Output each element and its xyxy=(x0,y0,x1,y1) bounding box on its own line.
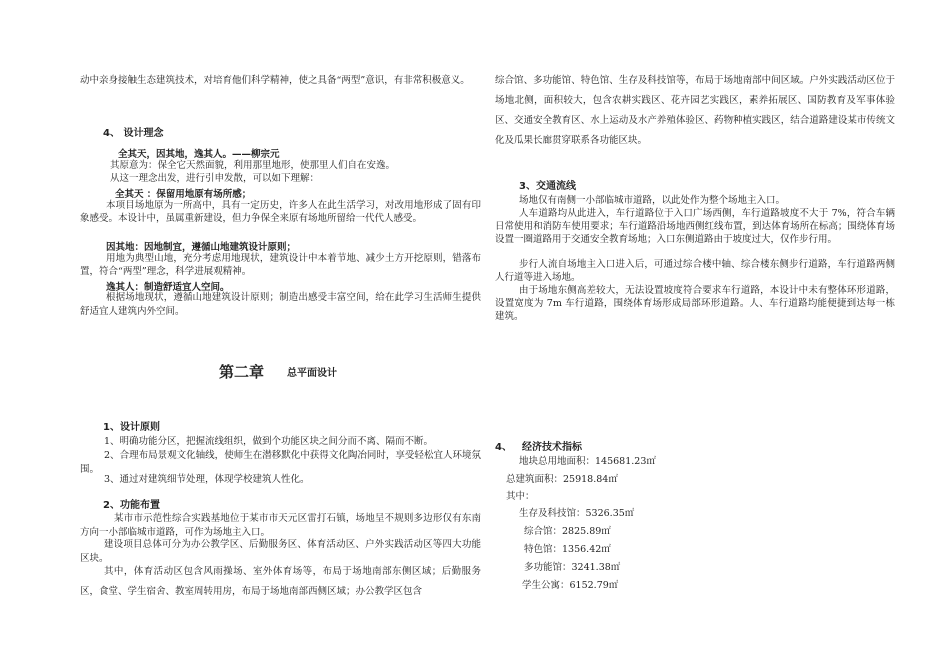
intro-paragraph: 动中亲身接触生态建筑技术，对培育他们科学精神，使之具备“两型”意识，有非常积极意义。 xyxy=(80,75,470,86)
stat-line: 学生公寓：6152.79㎡ xyxy=(522,580,619,591)
section-4-number: 4、 xyxy=(495,442,512,453)
section-4-heading: 4、 设计理念 xyxy=(103,128,164,139)
concept-1-body: 本项目场地原为一所高中，具有一定历史，许多人在此生活学习，对改用地形成了固有印象感受。本设计中，虽属重新建设，但力争保全来原有场地所留给一代代人感受。 xyxy=(80,200,481,224)
traffic-paragraph-4: 由于场地东侧高差较大，无法设置坡度符合要求车行道路，本设计中未有整体环形道路，设置宽度为 7m 车行道路，围绕体育场形成局部环形道路。人、车行道路均能便捷到达每一栋建筑。 xyxy=(495,285,895,322)
econ-indicators-title: 经济技术指标 xyxy=(522,442,582,453)
stat-line: 总建筑面积：25918.84㎡ xyxy=(506,474,618,485)
traffic-paragraph-1: 场地仅有南侧一小部临城市道路，以此处作为整个场地主入口。 xyxy=(519,195,786,206)
c1-item-2: 2、合理布局景观文化轴线，使师生在潜移默化中获得文化陶冶同时，享受轻松宜人环境氛围。 xyxy=(80,450,481,475)
stat-line: 特色馆：1356.42㎡ xyxy=(524,544,611,555)
concept-2-body: 用地为典型山地，充分考虑用地现状，建筑设计中本着节地、减少土方开挖原则，错落布置，符合“两型”理念，科学进展观精神。 xyxy=(80,253,481,277)
motto-explain-2: 从这一理念出发，进行引申发散，可以如下理解： xyxy=(110,173,320,184)
c2-paragraph-2: 建设项目总体可分为办公教学区、后勤服务区、体育活动区、户外实践活动区等四大功能区块。 xyxy=(80,539,481,564)
continuation-paragraph: 综合馆、多功能馆、特色馆、生存及科技馆等，布局于场地南部中间区域。户外实践活动区位于场地北侧，面积较大，包含农耕实践区、花卉园艺实践区，素养拓展区、国防教育及军事体验区、交通安全教育区、水上运动及水产养殖体验区、药物种植实践区，结合道路建设某市传统文化及瓜果长廊贯穿联系各功能区块。 xyxy=(495,75,895,146)
section-3-heading: 3、交通流线 xyxy=(519,181,576,192)
c2-paragraph-1: 某市市示范性综合实践基地位于某市市天元区雷打石镇，场地呈不规则多边形仅有东南方向一小部临城市道路，可作为场地主入口。 xyxy=(80,513,481,538)
concept-1-title: 全其天 ：保留用地原有场所感； xyxy=(115,189,252,200)
concept-3-body: 根据场地现状，遵循山地建筑设计原则；制造出感受丰富空间，给在此学习生活师生提供舒适宜人建筑内外空间。 xyxy=(80,292,481,317)
c2-paragraph-3: 其中，体育活动区包含风雨操场、室外体育场等，布局于场地南部东侧区域；后勤服务区，食堂、学生宿舍、教室周转用房，布局于场地南部西侧区域；办公教学区包含 xyxy=(80,566,481,597)
concept-3-title: 逸其人：制造舒适宜人空间。 xyxy=(106,282,230,293)
chapter-title: 第二章 xyxy=(219,363,265,381)
stat-line: 综合馆：2825.89㎡ xyxy=(524,526,611,537)
section-c2-heading: 2、功能布置 xyxy=(103,500,160,511)
stat-line: 其中： xyxy=(506,491,535,502)
traffic-paragraph-3: 步行人流自场地主入口进入后，可通过综合楼中轴、综合楼东侧步行道路，车行道路两侧人行道等进入场地。 xyxy=(495,259,895,283)
c1-item-1: 1、明确功能分区，把握流线组织，做到个功能区块之间分而不离、隔而不断。 xyxy=(104,436,434,447)
stat-line: 多功能馆：3241.38㎡ xyxy=(524,562,621,573)
motto: 全其天，因其地，逸其人。——柳宗元 xyxy=(118,149,280,160)
stat-line: 地块总用地面积：145681.23㎡ xyxy=(519,456,656,467)
traffic-paragraph-2: 人车道路均从此进入，车行道路位于入口广场西侧，车行道路坡度不大于 7%，符合车辆日常使用和消防车使用要求；车行道路沿场地西侧红线布置，到达体育场所在标高；围绕体育场设置一圈道路用于交通安全教育场地；入口东侧道路由于坡度过大，仅作步行用。 xyxy=(495,208,895,245)
stat-line: 生存及科技馆：5326.35㎡ xyxy=(519,508,635,519)
chapter-subtitle: 总平面设计 xyxy=(287,368,337,379)
section-c1-heading: 1、设计原则 xyxy=(103,422,160,433)
concept-2-title: 因其地：因地制宜，遵循山地建筑设计原则； xyxy=(106,242,297,253)
motto-explain-1: 其原意为：保全它天然面貌，利用那里地形，使那里人们自在安逸。 xyxy=(110,160,396,171)
c1-item-3: 3、通过对建筑细节处理，体现学校建筑人性化。 xyxy=(104,474,310,485)
